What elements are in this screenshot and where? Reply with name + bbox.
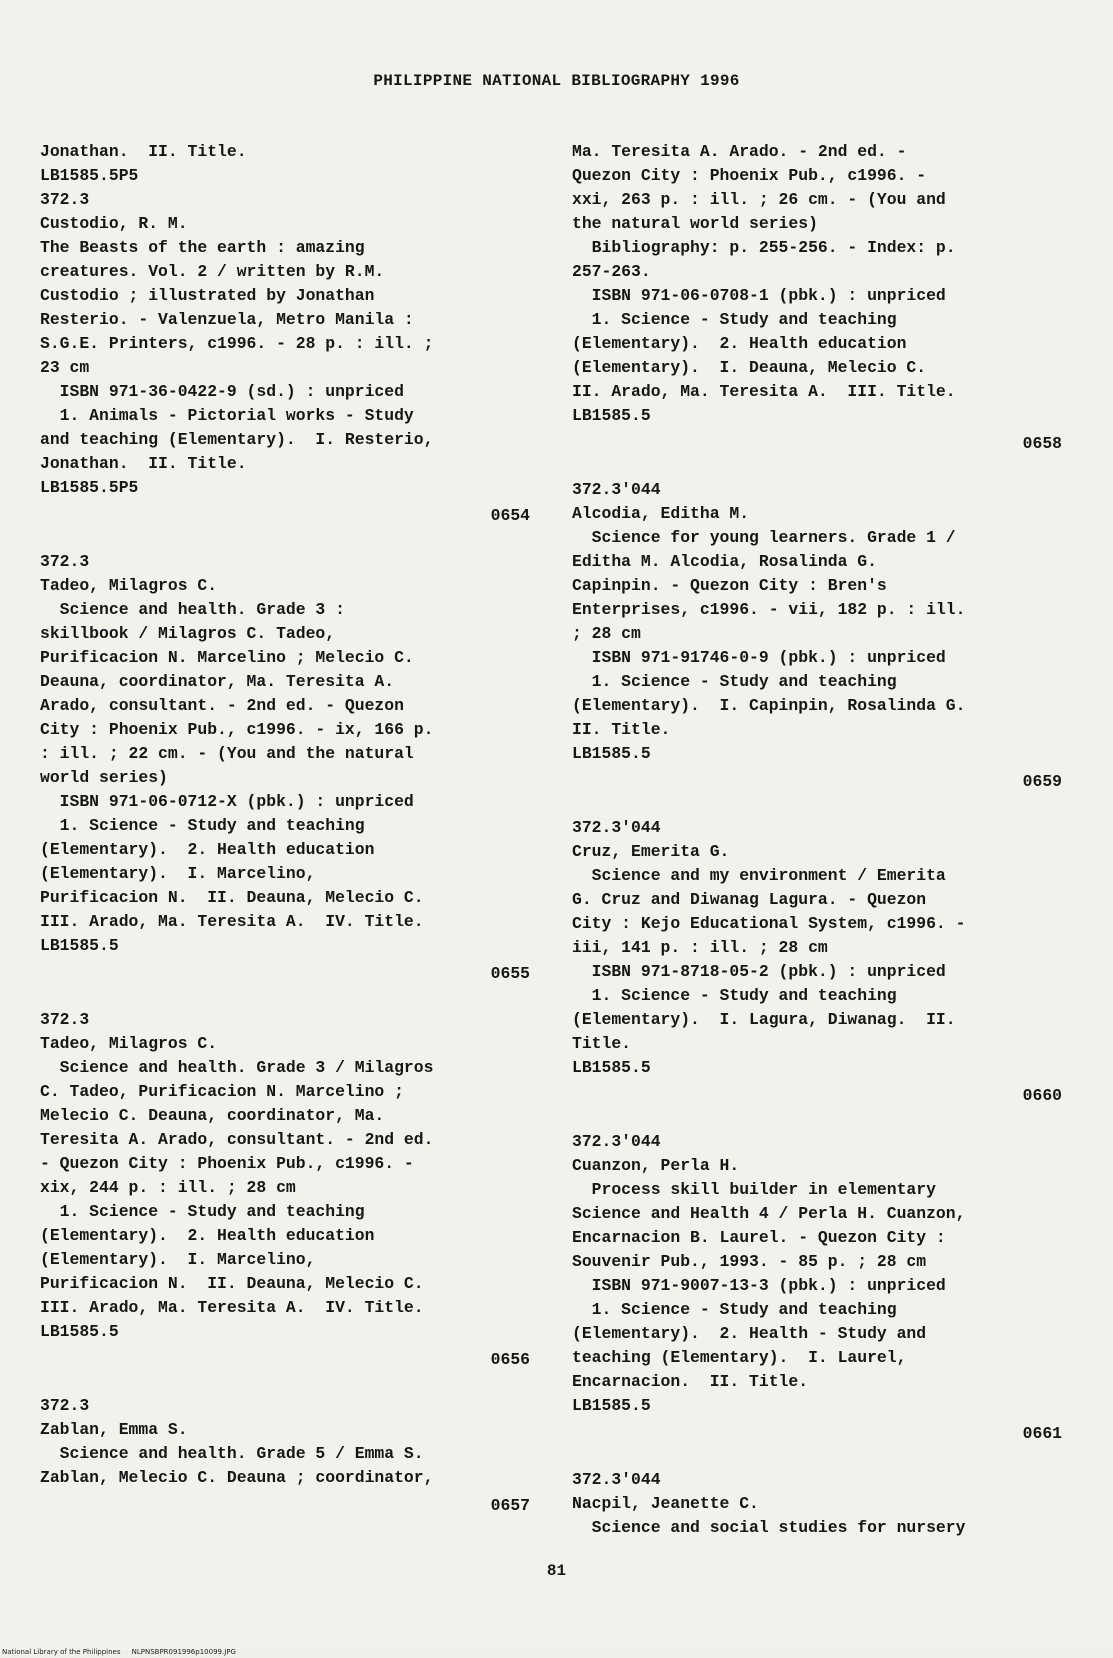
entry-line: 1. Science - Study and teaching: [572, 672, 897, 691]
bibliographic-entry: [40, 550, 530, 986]
entry-line: Science and Health 4 / Perla H. Cuanzon,: [572, 1204, 966, 1223]
entry-line: (Elementary). I. Deauna, Melecio C.: [572, 358, 927, 377]
entry-line: LB1585.5: [572, 744, 651, 763]
entry-line: (Elementary). 2. Health education: [572, 334, 907, 353]
entry-line: Ma. Teresita A. Arado. - 2nd ed. -: [572, 142, 907, 161]
entry-line: II. Title.: [572, 720, 671, 739]
main-heading: Custodio, R. M.: [40, 214, 188, 233]
main-heading: Tadeo, Milagros C.: [40, 1034, 218, 1053]
entry-line: xix, 244 p. : ill. ; 28 cm: [40, 1178, 296, 1197]
main-heading: Tadeo, Milagros C.: [40, 576, 218, 595]
main-heading: Cuanzon, Perla H.: [572, 1156, 740, 1175]
entry-line: Encarnacion. II. Title.: [572, 1372, 809, 1391]
entry-line: xxi, 263 p. : ill. ; 26 cm. - (You and: [572, 190, 946, 209]
left-column: [40, 140, 530, 1540]
entry-line: 1. Science - Study and teaching: [572, 310, 897, 329]
entry-line: Bibliography: p. 255-256. - Index: p.: [572, 238, 956, 257]
running-head: PHILIPPINE NATIONAL BIBLIOGRAPHY 1996: [373, 72, 740, 90]
entry-line: Editha M. Alcodia, Rosalinda G.: [572, 552, 877, 571]
entry-number: 0658: [1022, 434, 1062, 453]
entry-line: ISBN 971-91746-0-9 (pbk.) : unpriced: [572, 648, 946, 667]
entry-line: Purificacion N. Marcelino ; Melecio C.: [40, 648, 414, 667]
entry-line: creatures. Vol. 2 / written by R.M.: [40, 262, 385, 281]
entry-line: III. Arado, Ma. Teresita A. IV. Title.: [40, 1298, 424, 1317]
entry-number: 0660: [1022, 1086, 1062, 1105]
entry-line: (Elementary). I. Marcelino,: [40, 1250, 316, 1269]
entry-line: LB1585.5: [572, 406, 651, 425]
entry-line: the natural world series): [572, 214, 818, 233]
entry-line: 1. Animals - Pictorial works - Study: [40, 406, 414, 425]
classification-number: 372.3: [40, 1396, 90, 1415]
entry-line: Zablan, Melecio C. Deauna ; coordinator,: [40, 1468, 434, 1487]
entry-line: ISBN 971-06-0708-1 (pbk.) : unpriced: [572, 286, 946, 305]
entry-line: Custodio ; illustrated by Jonathan: [40, 286, 375, 305]
entry-line: III. Arado, Ma. Teresita A. IV. Title.: [40, 912, 424, 931]
entry-line: LB1585.5: [40, 936, 119, 955]
bibliographic-entry: [572, 1468, 1062, 1540]
entry-line: 1. Science - Study and teaching: [572, 986, 897, 1005]
entry-line: ISBN 971-06-0712-X (pbk.) : unpriced: [40, 792, 414, 811]
entry-number: 0661: [1022, 1424, 1062, 1443]
entry-line: Science and health. Grade 3 :: [40, 600, 345, 619]
entry-line: Jonathan. II. Title.: [40, 454, 247, 473]
classification-number: 372.3: [40, 1010, 90, 1029]
entry-line: LB1585.5P5: [40, 478, 139, 497]
entry-line: and teaching (Elementary). I. Resterio,: [40, 430, 434, 449]
entry-line: 1. Science - Study and teaching: [40, 816, 365, 835]
entry-line: Purificacion N. II. Deauna, Melecio C.: [40, 888, 424, 907]
entry-line: City : Kejo Educational System, c1996. -: [572, 914, 966, 933]
entry-line: Science and my environment / Emerita: [572, 866, 946, 885]
entry-line: Science for young learners. Grade 1 /: [572, 528, 956, 547]
entry-line: LB1585.5: [40, 1322, 119, 1341]
entry-line: G. Cruz and Diwanag Lagura. - Quezon: [572, 890, 927, 909]
entry-line: II. Arado, Ma. Teresita A. III. Title.: [572, 382, 956, 401]
classification-number: 372.3: [40, 190, 90, 209]
entry-line: (Elementary). 2. Health - Study and: [572, 1324, 927, 1343]
entry-number: 0654: [490, 506, 530, 525]
entry-line: iii, 141 p. : ill. ; 28 cm: [572, 938, 828, 957]
entry-line: world series): [40, 768, 168, 787]
entry-line: LB1585.5: [572, 1058, 651, 1077]
entry-line: Science and health. Grade 3 / Milagros: [40, 1058, 434, 1077]
bibliographic-entry: [572, 478, 1062, 794]
bibliographic-entry: [40, 1394, 530, 1518]
entry-line: Capinpin. - Quezon City : Bren's: [572, 576, 887, 595]
entry-line: ; 28 cm: [572, 624, 641, 643]
entry-line: skillbook / Milagros C. Tadeo,: [40, 624, 336, 643]
entry-line: Teresita A. Arado, consultant. - 2nd ed.: [40, 1130, 434, 1149]
entry-line: Jonathan. II. Title.: [40, 142, 247, 161]
entry-line: Arado, consultant. - 2nd ed. - Quezon: [40, 696, 404, 715]
entry-line: LB1585.5P5: [40, 166, 139, 185]
classification-number: 372.3'044: [572, 818, 661, 837]
entry-line: The Beasts of the earth : amazing: [40, 238, 365, 257]
entry-line: Deauna, coordinator, Ma. Teresita A.: [40, 672, 395, 691]
bibliographic-entry: [40, 1008, 530, 1372]
main-heading: Nacpil, Jeanette C.: [572, 1494, 759, 1513]
entry-line: ISBN 971-9007-13-3 (pbk.) : unpriced: [572, 1276, 946, 1295]
entry-line: - Quezon City : Phoenix Pub., c1996. -: [40, 1154, 414, 1173]
right-column: [572, 140, 1062, 1540]
entry-line: (Elementary). 2. Health education: [40, 840, 375, 859]
entry-line: S.G.E. Printers, c1996. - 28 p. : ill. ;: [40, 334, 434, 353]
entry-line: : ill. ; 22 cm. - (You and the natural: [40, 744, 414, 763]
entry-line: Enterprises, c1996. - vii, 182 p. : ill.: [572, 600, 966, 619]
page-number: 81: [546, 1562, 567, 1580]
entry-line: C. Tadeo, Purificacion N. Marcelino ;: [40, 1082, 404, 1101]
main-heading: Zablan, Emma S.: [40, 1420, 188, 1439]
bibliographic-entry: [40, 188, 530, 528]
entry-line: Melecio C. Deauna, coordinator, Ma.: [40, 1106, 385, 1125]
entry-line: ISBN 971-8718-05-2 (pbk.) : unpriced: [572, 962, 946, 981]
entry-line: 257-263.: [572, 262, 651, 281]
bibliographic-entry: [572, 816, 1062, 1108]
entry-line: teaching (Elementary). I. Laurel,: [572, 1348, 907, 1367]
entry-line: 1. Science - Study and teaching: [572, 1300, 897, 1319]
entry-line: City : Phoenix Pub., c1996. - ix, 166 p.: [40, 720, 434, 739]
entry-line: Title.: [572, 1034, 632, 1053]
main-heading: Alcodia, Editha M.: [572, 504, 750, 523]
entry-line: LB1585.5: [572, 1396, 651, 1415]
entry-line: Resterio. - Valenzuela, Metro Manila :: [40, 310, 414, 329]
entry-line: Science and health. Grade 5 / Emma S.: [40, 1444, 424, 1463]
entry-line: Purificacion N. II. Deauna, Melecio C.: [40, 1274, 424, 1293]
classification-number: 372.3'044: [572, 1132, 661, 1151]
entry-number: 0659: [1022, 772, 1062, 791]
entry-line: (Elementary). I. Capinpin, Rosalinda G.: [572, 696, 966, 715]
bibliographic-entry: [572, 1130, 1062, 1446]
entry-number: 0656: [490, 1350, 530, 1369]
main-heading: Cruz, Emerita G.: [572, 842, 730, 861]
entry-number: 0657: [490, 1496, 530, 1515]
entry-line: Science and social studies for nursery: [572, 1518, 966, 1537]
classification-number: 372.3'044: [572, 480, 661, 499]
entry-line: 23 cm: [40, 358, 90, 377]
entry-line: (Elementary). I. Lagura, Diwanag. II.: [572, 1010, 956, 1029]
entry-line: Encarnacion B. Laurel. - Quezon City :: [572, 1228, 946, 1247]
entry-line: (Elementary). I. Marcelino,: [40, 864, 316, 883]
entry-number: 0655: [490, 964, 530, 983]
scan-footer: National Library of the Philippines NLPNSBPR091996p10099.JPG: [2, 1648, 236, 1656]
entry-line: 1. Science - Study and teaching: [40, 1202, 365, 1221]
entry-line: (Elementary). 2. Health education: [40, 1226, 375, 1245]
classification-number: 372.3'044: [572, 1470, 661, 1489]
entry-line: Process skill builder in elementary: [572, 1180, 936, 1199]
entry-line: Quezon City : Phoenix Pub., c1996. -: [572, 166, 927, 185]
classification-number: 372.3: [40, 552, 90, 571]
entry-line: Souvenir Pub., 1993. - 85 p. ; 28 cm: [572, 1252, 927, 1271]
entry-line: ISBN 971-36-0422-9 (sd.) : unpriced: [40, 382, 404, 401]
